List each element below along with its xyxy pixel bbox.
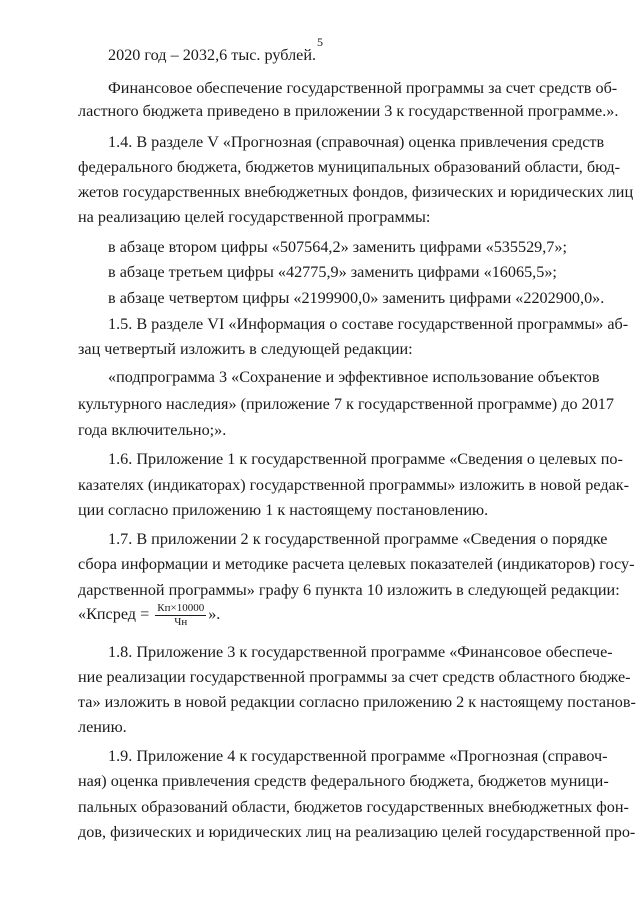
text-line: «подпрограмма 3 «Сохранение и эффективное использование объектов — [108, 368, 600, 386]
text-line: 1.5. В разделе VI «Информация о составе государственной программы» аб- — [108, 315, 629, 333]
text-line: ции согласно приложению 1 к настоящему постановлению. — [78, 501, 489, 519]
text-line: дов, физических и юридических лиц на реализацию целей государственной про- — [78, 823, 636, 841]
text-line: культурного наследия» (приложение 7 к государственной программе) до 2017 — [78, 395, 614, 413]
page-number: 5 — [317, 35, 323, 49]
formula-prefix: «Кпсред = — [78, 605, 154, 624]
formula-fraction — [155, 602, 206, 629]
text-line: жетов государственных внебюджетных фондов, физических и юридических лиц — [78, 183, 634, 201]
text-line: зац четвертый изложить в следующей редакции: — [78, 340, 413, 358]
formula-numerator: Кп×10000 — [157, 602, 205, 614]
text-line: 1.7. В приложении 2 к государственной программе «Сведения о порядке — [108, 530, 608, 548]
text-line: ние реализации государственной программы за счет средств областного бюдже- — [78, 668, 631, 686]
text-line: в абзаце третьем цифры «42775,9» заменить цифрами «16065,5»; — [108, 263, 557, 281]
text-line: федерального бюджета, бюджетов муниципальных образований области, бюд- — [78, 158, 620, 176]
text-line: та» изложить в новой редакции согласно приложению 2 к настоящему постанов- — [78, 693, 636, 711]
text-line: Финансовое обеспечение государственной программы за счет средств об- — [108, 79, 618, 97]
text-line: в абзаце четвертом цифры «2199900,0» заменить цифрами «2202900,0». — [108, 289, 605, 307]
formula-denominator: Чн — [174, 616, 188, 628]
text-line: ластного бюджета приведено в приложении 3 к государственной программе.». — [78, 102, 619, 120]
text-line: пальных образований области, бюджетов государственных внебюджетных фон- — [78, 798, 629, 816]
text-line: сбора информации и методике расчета целевых показателей (индикаторов) госу- — [78, 555, 635, 573]
text-line: 1.8. Приложение 3 к государственной программе «Финансовое обеспече- — [108, 643, 613, 661]
text-line: лению. — [78, 718, 127, 736]
text-line: в абзаце втором цифры «507564,2» заменить цифрами «535529,7»; — [108, 238, 567, 256]
text-line: 1.6. Приложение 1 к государственной программе «Сведения о целевых по- — [108, 450, 623, 468]
text-line: 1.4. В разделе V «Прогнозная (справочная) оценка привлечения средств — [108, 133, 605, 151]
formula-line — [78, 602, 220, 629]
text-line: дарственной программы» графу 6 пункта 10 изложить в следующей редакции: — [78, 581, 620, 599]
text-line: 1.9. Приложение 4 к государственной программе «Прогнозная (справоч- — [108, 747, 608, 765]
text-line: ная) оценка привлечения средств федерального бюджета, бюджетов муници- — [78, 772, 609, 790]
text-line: на реализацию целей государственной программы: — [78, 208, 431, 226]
text-line: казателях (индикаторах) государственной программы» изложить в новой редак- — [78, 476, 630, 494]
formula-suffix: ». — [208, 605, 221, 624]
text-line: года включительно;». — [78, 421, 227, 439]
text-line: 2020 год – 2032,6 тыс. рублей. — [108, 46, 317, 64]
